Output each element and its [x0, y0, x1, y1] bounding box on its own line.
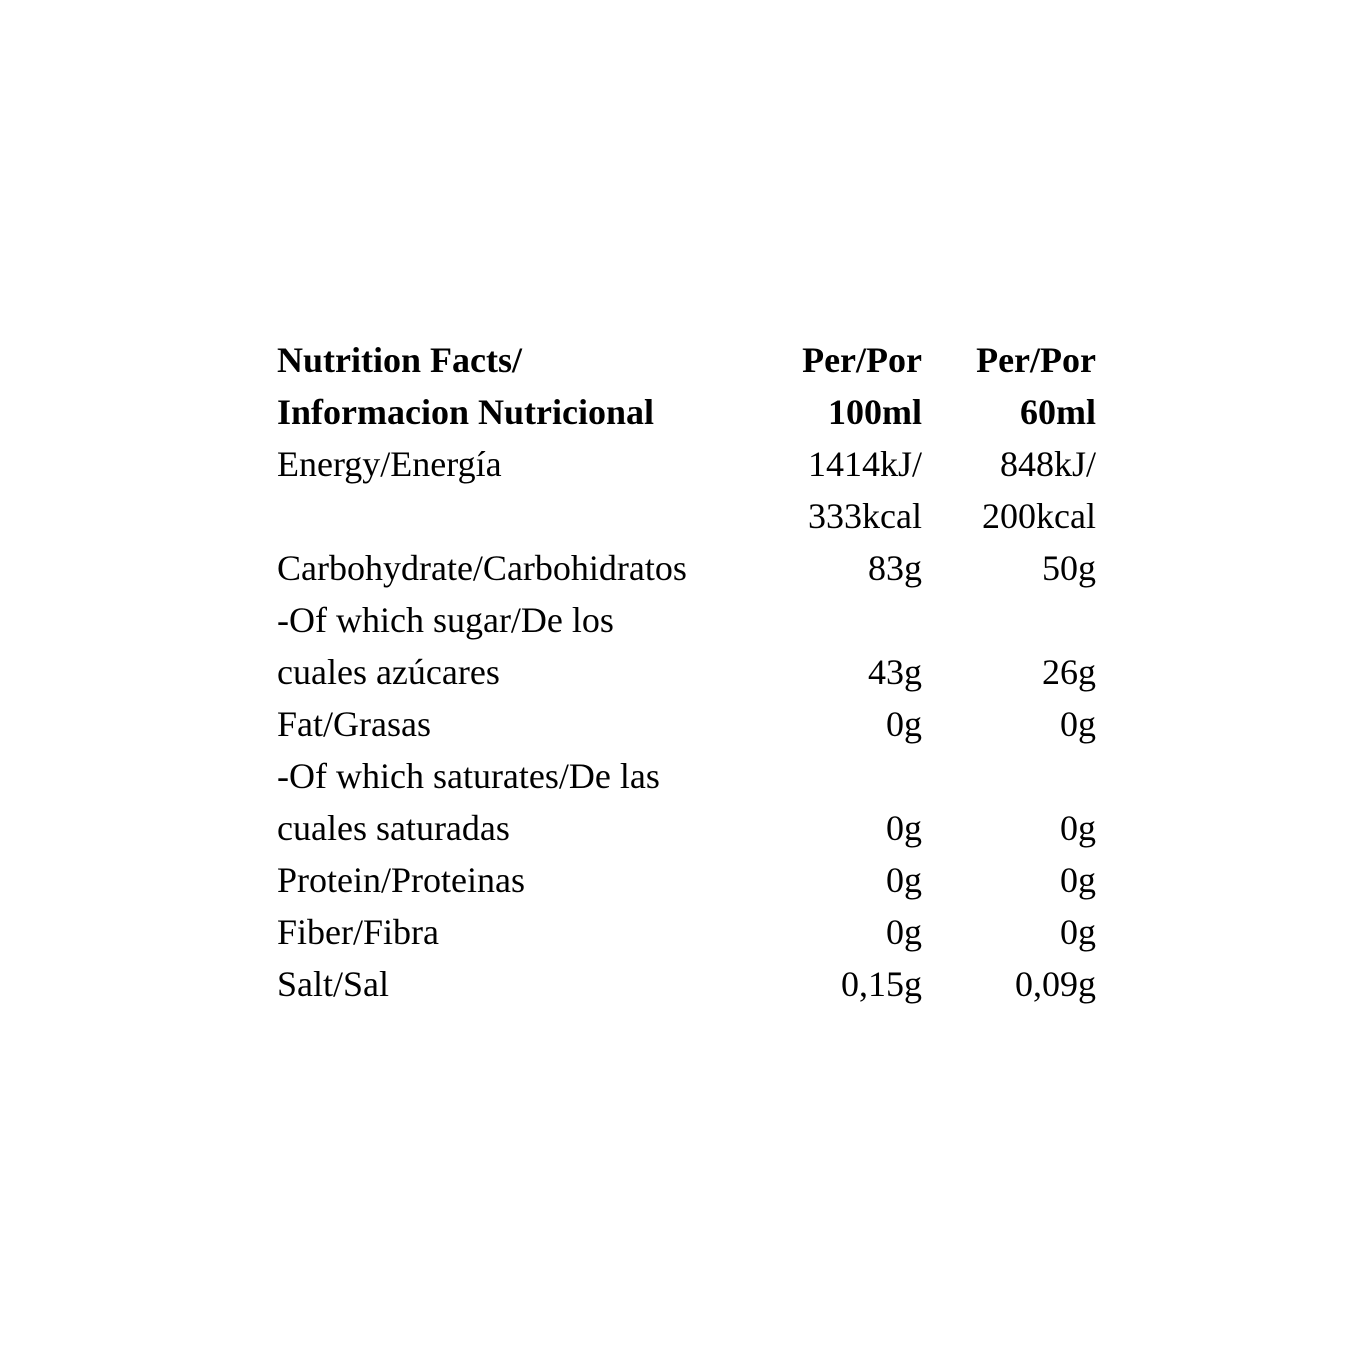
row-label-saturates-line1: -Of which saturates/De las [277, 756, 660, 796]
salt-per60: 0,09g [1015, 964, 1096, 1004]
table-title-line2: Informacion Nutricional [277, 392, 654, 432]
fat-per100: 0g [886, 704, 922, 744]
column-header-per100-line1: Per/Por [802, 340, 922, 380]
row-label-protein: Protein/Proteinas [277, 860, 525, 900]
row-label-sugar-line2: cuales azúcares [277, 652, 500, 692]
row-label-saturates-line2: cuales saturadas [277, 808, 510, 848]
protein-per100: 0g [886, 860, 922, 900]
protein-per60: 0g [1060, 860, 1096, 900]
row-label-fat: Fat/Grasas [277, 704, 431, 744]
energy-per100-kcal: 333kcal [808, 496, 922, 536]
table-title-line1: Nutrition Facts/ [277, 340, 522, 380]
nutrition-facts-table [277, 334, 1107, 1010]
energy-per100-kj: 1414kJ/ [807, 444, 922, 484]
row-label-carbohydrate: Carbohydrate/Carbohidratos [277, 548, 687, 588]
carbohydrate-per100: 83g [868, 548, 922, 588]
energy-per60-kj: 848kJ/ [999, 444, 1096, 484]
row-label-energy: Energy/Energía [277, 444, 502, 484]
sugar-per60: 26g [1042, 652, 1096, 692]
energy-per60-kcal: 200kcal [982, 496, 1096, 536]
column-header-per100-line2: 100ml [828, 392, 922, 432]
sugar-per100-spacer [764, 594, 922, 646]
saturates-per100: 0g [886, 808, 922, 848]
row-label-energy-spacer [277, 490, 764, 542]
fat-per60: 0g [1060, 704, 1096, 744]
saturates-per60-spacer [922, 750, 1096, 802]
row-label-sugar-line1: -Of which sugar/De los [277, 600, 614, 640]
saturates-per60: 0g [1060, 808, 1096, 848]
fiber-per60: 0g [1060, 912, 1096, 952]
sugar-per60-spacer [922, 594, 1096, 646]
sugar-per100: 43g [868, 652, 922, 692]
row-label-salt: Salt/Sal [277, 964, 390, 1004]
column-header-per60-line2: 60ml [1020, 392, 1096, 432]
row-label-fiber: Fiber/Fibra [277, 912, 439, 952]
column-header-per60-line1: Per/Por [976, 340, 1096, 380]
carbohydrate-per60: 50g [1042, 548, 1096, 588]
saturates-per100-spacer [764, 750, 922, 802]
salt-per100: 0,15g [841, 964, 922, 1004]
fiber-per100: 0g [886, 912, 922, 952]
